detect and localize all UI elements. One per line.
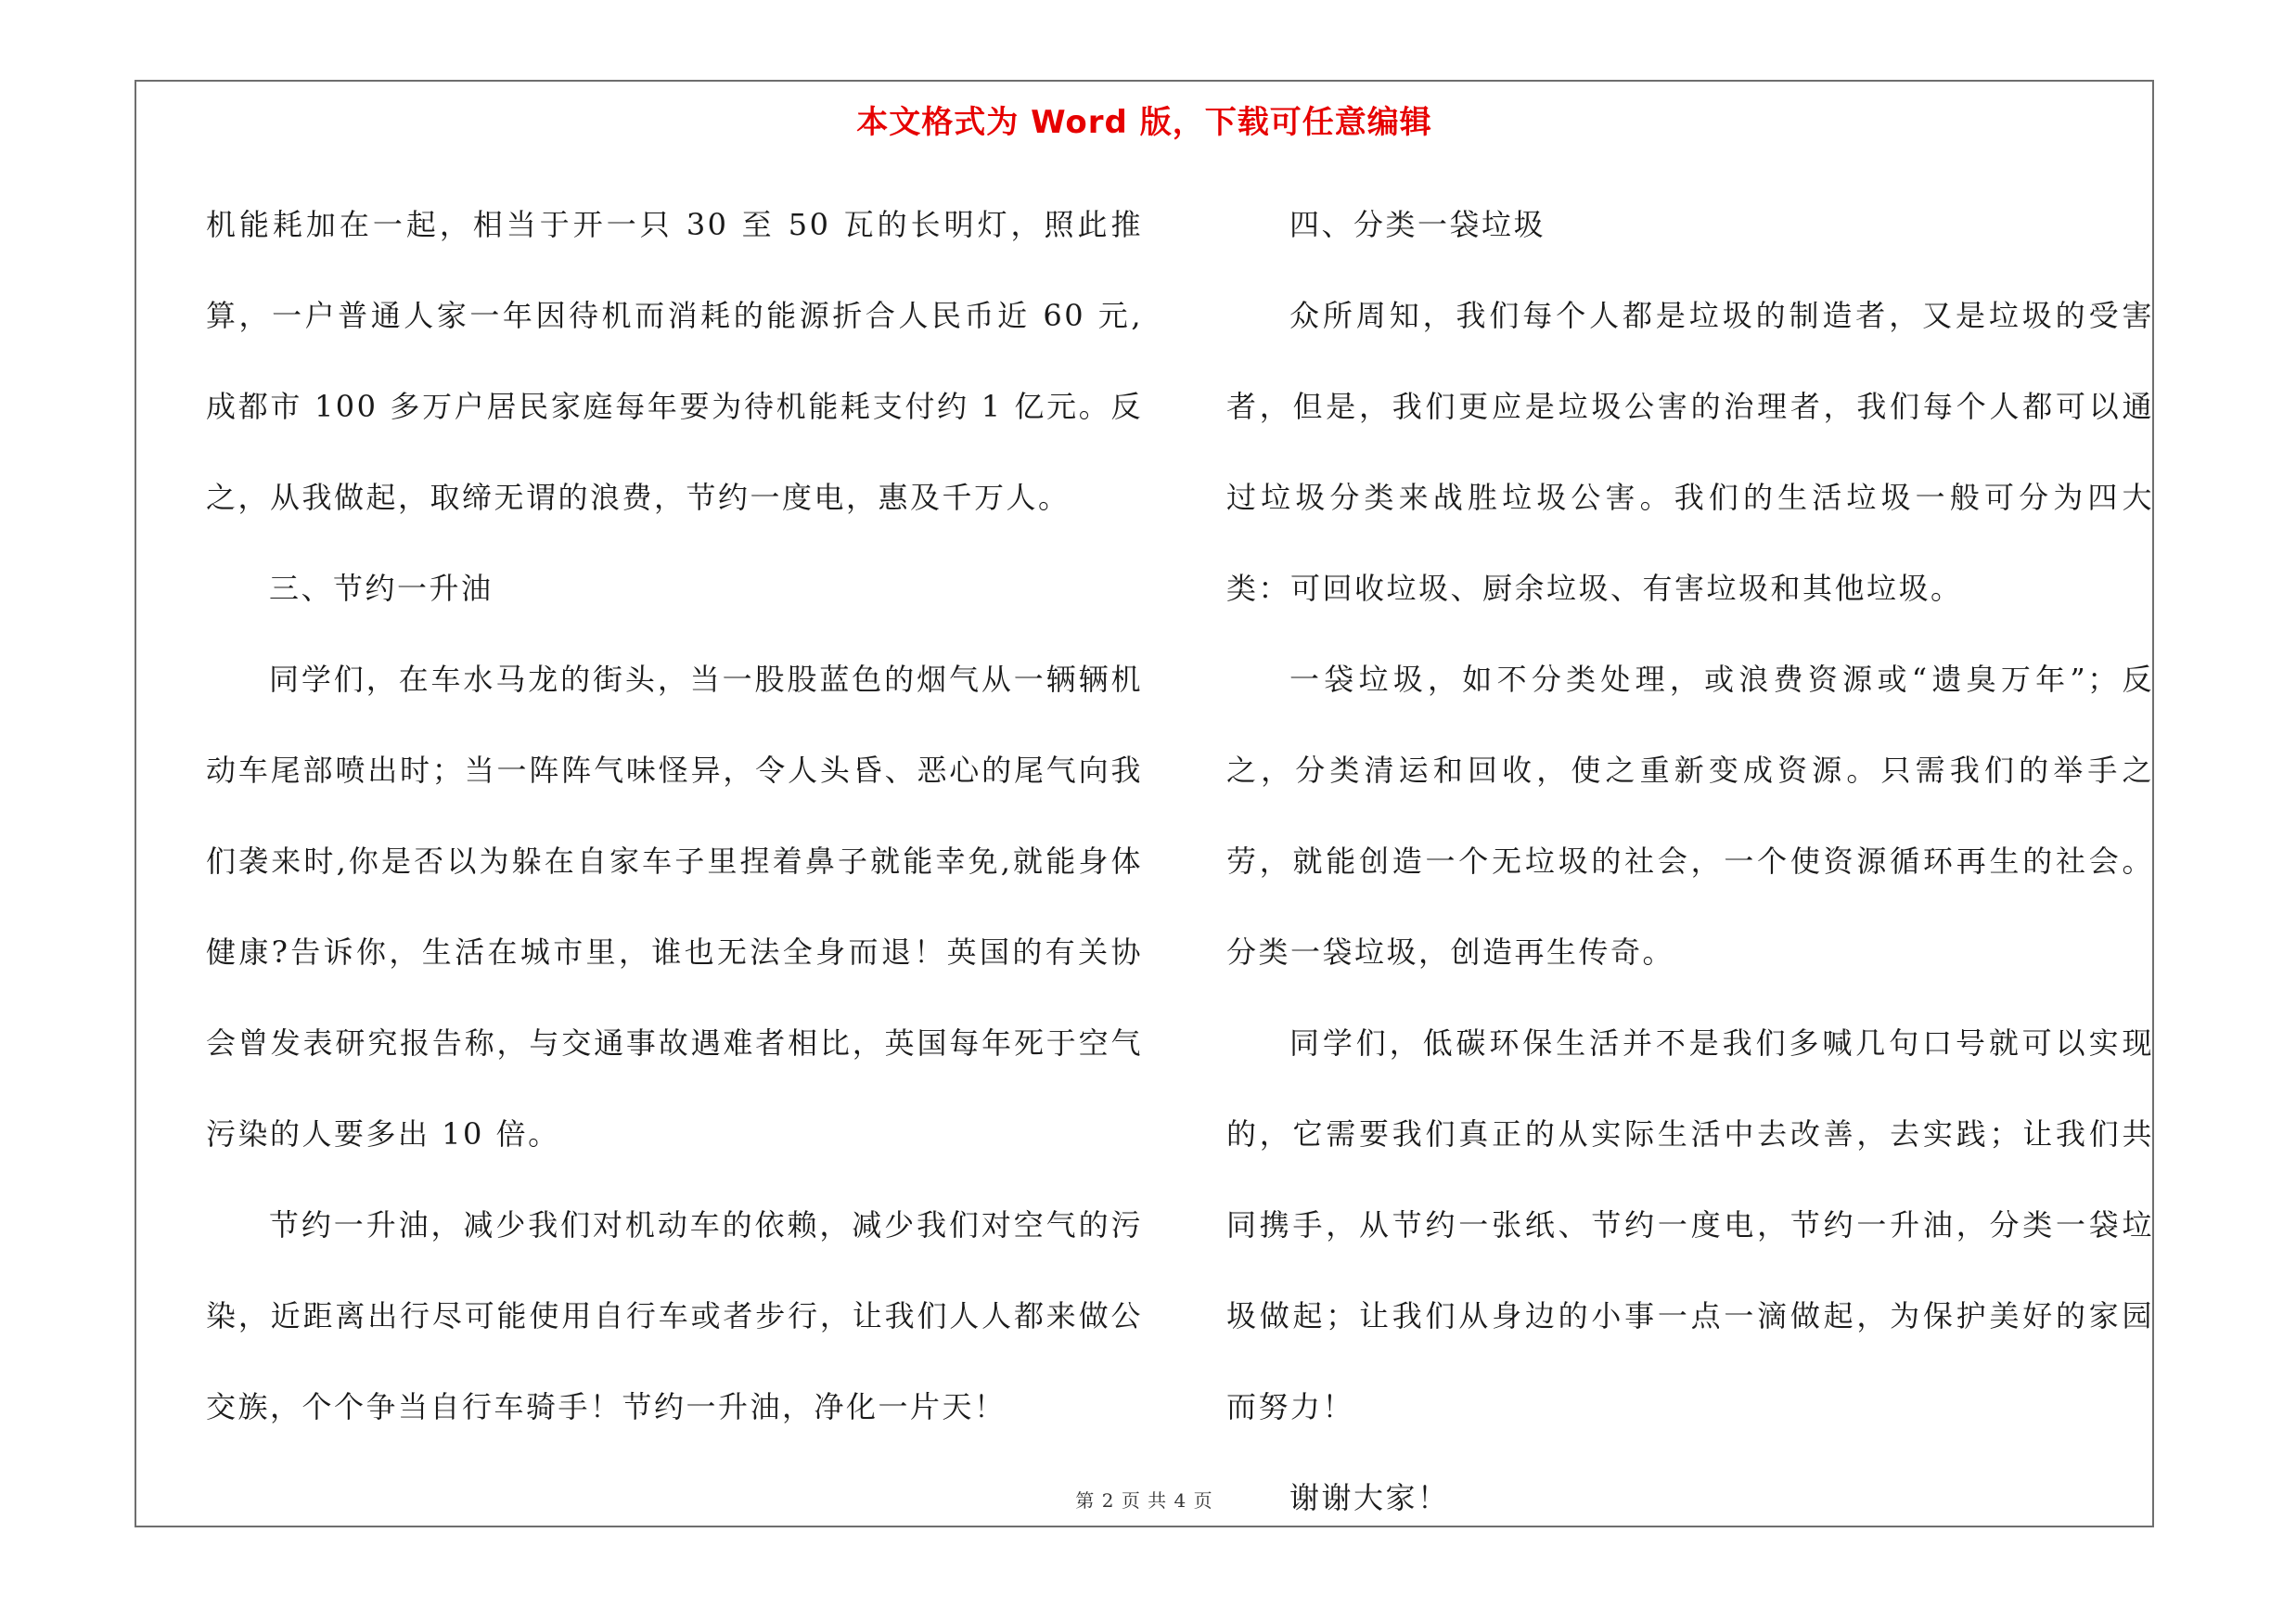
- paragraph: 节约一升油，减少我们对机动车的依赖，减少我们对空气的污染，近距离出行尽可能使用自行车或者步行，让我们人人都来做公交族，个个争当自行车骑手！节约一升油，净化一片天！: [206, 1207, 1143, 1424]
- paragraph: 机能耗加在一起，相当于开一只 30 至 50 瓦的长明灯，照此推算，一户普通人家一年因待机而消耗的能源折合人民币近 60 元,成都市 100 多万户居民家庭每年要为待机能耗支付约 1 亿元。反之，从我做起，取缔无谓的浪费，节约一度电，惠及千万人。: [206, 207, 1143, 515]
- paragraph: 一袋垃圾，如不分类处理，或浪费资源或“遗臭万年”；反之，分类清运和回收，使之重新变成资源。只需我们的举手之劳，就能创造一个无垃圾的社会，一个使资源循环再生的社会。分类一袋垃圾，创造再生传奇。: [1226, 662, 2154, 970]
- format-banner: 本文格式为 Word 版，下载可任意编辑: [856, 104, 1432, 141]
- left-column: [206, 179, 1143, 1452]
- page-number-footer: 第 2 页 共 4 页: [1075, 1489, 1213, 1512]
- section-heading: 三、节约一升油: [269, 571, 494, 606]
- section-heading: 四、分类一袋垃圾: [1289, 207, 1546, 242]
- paragraph: 众所周知，我们每个人都是垃圾的制造者，又是垃圾的受害者，但是，我们更应是垃圾公害的治理者，我们每个人都可以通过垃圾分类来战胜垃圾公害。我们的生活垃圾一般可分为四大类：可回收垃圾、厨余垃圾、有害垃圾和其他垃圾。: [1226, 298, 2154, 606]
- paragraph: 同学们，在车水马龙的街头，当一股股蓝色的烟气从一辆辆机动车尾部喷出时；当一阵阵气味怪异，令人头昏、恶心的尾气向我们袭来时,你是否以为躲在自家车子里捏着鼻子就能幸免,就能身体健康?告诉你，生活在城市里，谁也无法全身而退！英国的有关协会曾发表研究报告称，与交通事故遇难者相比，英国每年死于空气污染的人要多出 10 倍。: [206, 662, 1143, 1152]
- closing-line: 谢谢大家！: [1289, 1480, 1450, 1515]
- right-column: [1226, 179, 2154, 1543]
- paragraph: 同学们，低碳环保生活并不是我们多喊几句口号就可以实现的，它需要我们真正的从实际生活中去改善，去实践；让我们共同携手，从节约一张纸、节约一度电，节约一升油，分类一袋垃圾做起；让我们从身边的小事一点一滴做起，为保护美好的家园而努力！: [1226, 1025, 2154, 1424]
- page-frame: [135, 80, 2154, 1527]
